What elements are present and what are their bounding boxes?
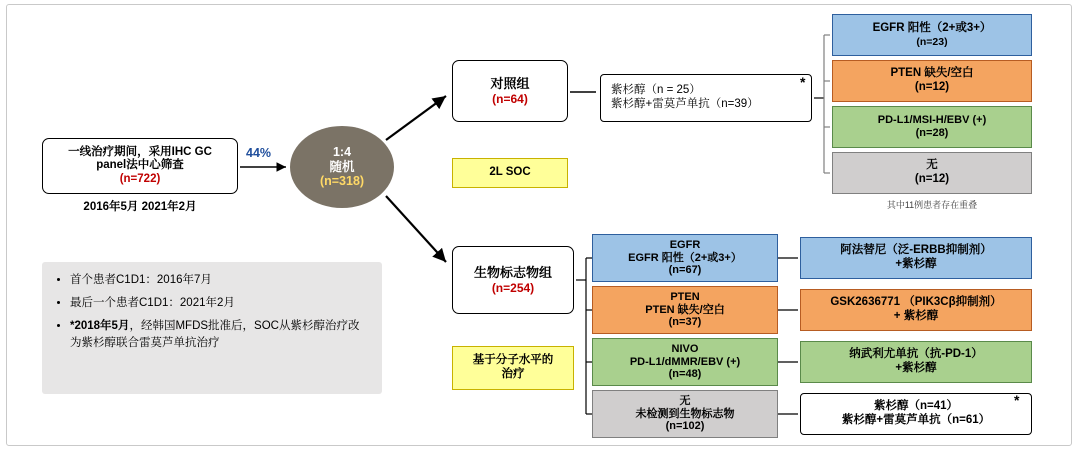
- treatment-gsk2636771-line2: + 紫杉醇: [893, 310, 939, 322]
- randomization-label: 随机: [329, 159, 355, 174]
- treatment-nivolumab-line2: +紫杉醇: [895, 362, 937, 374]
- control-result-egfr-n: (n=23): [916, 35, 948, 48]
- screening-line1: 一线治疗期间，采用IHC GC: [68, 145, 212, 158]
- control-soc-text: 2L SOC: [489, 166, 531, 179]
- subgroup-egfr: [592, 234, 778, 282]
- treatment-soc-line1: 紫杉醇（n=41）: [873, 400, 959, 413]
- control-arm-n: (n=64): [492, 91, 528, 106]
- treatment-afatinib: [800, 237, 1032, 279]
- control-result-egfr: [832, 14, 1032, 56]
- treatment-afatinib-line2: +紫杉醇: [895, 258, 937, 270]
- control-result-egfr-title: EGFR 阳性（2+或3+）: [872, 22, 992, 35]
- note-item: • 首个患者C1D1：2016年7月: [70, 272, 370, 290]
- control-result-none-title: 无: [926, 159, 938, 172]
- notes-panel: [42, 262, 382, 394]
- biomarker-arm-title: 生物标志物组: [473, 265, 552, 281]
- control-result-pten: [832, 60, 1032, 102]
- overlap-note: 其中11例患者存在重叠: [886, 200, 978, 210]
- control-result-pten-n: (n=12): [914, 81, 950, 93]
- screening-date: 2016年5月 2021年2月: [83, 201, 197, 213]
- subgroup-pten-title: PTEN 缺失/空白: [645, 303, 725, 316]
- subgroup-egfr-n: (n=67): [668, 264, 702, 277]
- treatment-nivolumab: [800, 341, 1032, 383]
- screening-n: (n=722): [119, 172, 161, 185]
- treatment-soc: [800, 393, 1032, 435]
- subgroup-none: [592, 390, 778, 438]
- subgroup-pten-n: (n=37): [668, 316, 702, 329]
- treatment-nivolumab-line1: 纳武利尤单抗（抗-PD-1）: [849, 348, 983, 361]
- randomization-node: [290, 126, 394, 208]
- screening-box: [42, 138, 238, 194]
- molecular-treatment-label: [452, 346, 574, 390]
- subgroup-nivo-title: PD-L1/dMMR/EBV (+): [629, 355, 741, 368]
- control-result-pdl1: [832, 106, 1032, 148]
- subgroup-pten: [592, 286, 778, 334]
- randomization-percent: 44%: [246, 146, 272, 160]
- control-result-none: [832, 152, 1032, 194]
- control-treatment-asterisk: *: [800, 74, 806, 90]
- control-treatment-line2: 紫杉醇+雷莫芦单抗（n=39）: [611, 98, 759, 110]
- subgroup-none-tag: 无: [679, 394, 691, 407]
- treatment-gsk2636771-line1: GSK2636771 （PIK3Cβ抑制剂）: [830, 296, 1002, 309]
- control-result-pten-title: PTEN 缺失/空白: [890, 67, 974, 80]
- note-item: • *2018年5月，经韩国MFDS批准后，SOC从紫杉醇治疗改为紫杉醇联合雷莫芦单抗治疗: [70, 318, 370, 354]
- screening-line2: panel法中心筛查: [96, 159, 184, 172]
- subgroup-nivo: [592, 338, 778, 386]
- control-treatment-box: [600, 74, 812, 122]
- subgroup-egfr-title: EGFR 阳性（2+或3+）: [628, 251, 742, 264]
- subgroup-egfr-tag: EGFR: [669, 238, 701, 251]
- biomarker-arm-n: (n=254): [491, 280, 535, 295]
- treatment-afatinib-line1: 阿法替尼（泛-ERBB抑制剂）: [840, 244, 992, 257]
- control-result-pdl1-title: PD-L1/MSI-H/EBV (+): [877, 114, 987, 127]
- control-arm-title: 对照组: [490, 76, 530, 92]
- molecular-treatment-line2: 治疗: [501, 368, 525, 380]
- randomization-ratio: 1:4: [332, 144, 352, 159]
- control-result-none-n: (n=12): [914, 173, 950, 185]
- subgroup-nivo-tag: NIVO: [671, 342, 699, 355]
- note-item: • 最后一个患者C1D1：2021年2月: [70, 295, 370, 313]
- subgroup-none-title: 未检测到生物标志物: [635, 407, 735, 420]
- treatment-soc-line2: 紫杉醇+雷莫芦单抗（n=61）: [841, 414, 991, 426]
- treatment-gsk2636771: [800, 289, 1032, 331]
- control-arm-box: [452, 60, 568, 122]
- control-result-pdl1-n: (n=28): [915, 127, 949, 139]
- subgroup-nivo-n: (n=48): [668, 368, 702, 381]
- control-treatment-line1: 紫杉醇（n = 25）: [611, 84, 701, 97]
- subgroup-pten-tag: PTEN: [670, 290, 700, 303]
- randomization-n: (n=318): [319, 174, 365, 189]
- biomarker-arm-box: [452, 246, 574, 314]
- control-soc-label: [452, 158, 568, 188]
- treatment-soc-asterisk: *: [1014, 392, 1020, 408]
- molecular-treatment-line1: 基于分子水平的: [472, 354, 554, 367]
- subgroup-none-n: (n=102): [665, 420, 705, 433]
